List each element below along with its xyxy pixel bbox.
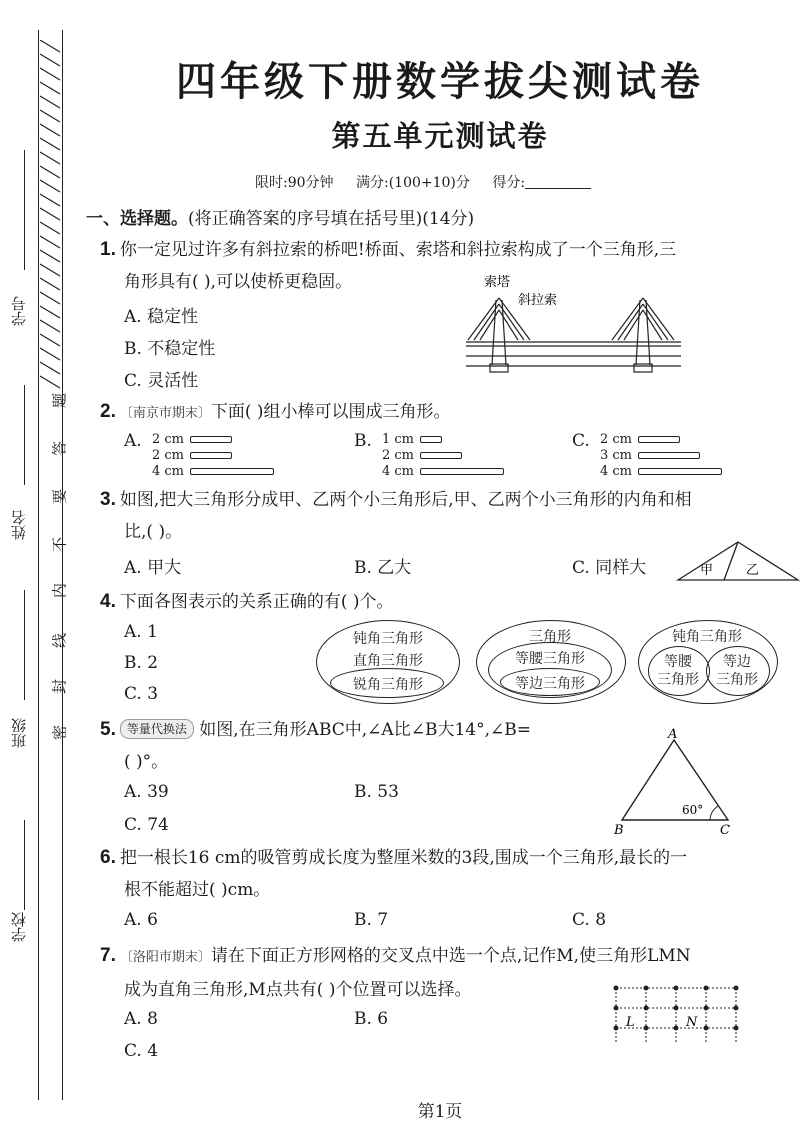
page-title: 四年级下册数学拔尖测试卷 xyxy=(176,58,704,105)
q6-option-b[interactable]: B. 7 xyxy=(354,910,389,930)
section-instruction: (将正确答案的序号填在括号里)(14分) xyxy=(188,209,475,229)
page-subtitle: 第五单元测试卷 xyxy=(331,119,549,153)
binding-margin xyxy=(0,0,80,1130)
q1-option-c[interactable]: C. 灵活性 xyxy=(124,371,199,391)
venn-label: 三角形 xyxy=(529,629,571,645)
student-id-blank xyxy=(24,150,25,270)
venn-label: 直角三角形 xyxy=(353,653,423,669)
margin-line-outer xyxy=(38,30,39,1100)
source-tag: 〔洛阳市期末〕 xyxy=(119,950,211,965)
seal-char: 线 xyxy=(50,633,69,649)
q3-option-a[interactable]: A. 甲大 xyxy=(124,558,182,578)
vertex-c: C xyxy=(720,823,730,836)
exam-meta xyxy=(255,172,609,192)
bridge-figure xyxy=(466,270,686,380)
question-text: 如图,把大三角形分成甲、乙两个小三角形后,甲、乙两个小三角形的内角和相 xyxy=(119,490,692,510)
stick-length: 4 cm xyxy=(152,464,185,479)
question-text: 下面( )组小棒可以围成三角形。 xyxy=(210,402,451,422)
stick xyxy=(420,436,442,443)
stick xyxy=(190,452,232,459)
vertex-a: A xyxy=(668,727,678,742)
q4-option-a[interactable]: A. 1 xyxy=(124,622,158,642)
angle-c-label: 60° xyxy=(682,803,704,817)
question-text: 下面各图表示的关系正确的有( )个。 xyxy=(119,592,394,612)
question-number: 2. xyxy=(100,401,116,422)
question-number: 3. xyxy=(100,489,116,510)
question-text: 请在下面正方形网格的交叉点中选一个点,记作M,使三角形LMN xyxy=(210,946,691,966)
name-label: 姓名 xyxy=(10,510,28,540)
stick-length: 4 cm xyxy=(382,464,415,479)
label-yi: 乙 xyxy=(746,563,760,578)
question-text: ( )°。 xyxy=(124,752,169,772)
stick-length: 2 cm xyxy=(152,432,185,447)
question-number: 7. xyxy=(100,945,116,966)
stick xyxy=(638,468,722,475)
q2-option-c-sticks[interactable] xyxy=(600,432,722,480)
venn-label: 等边 xyxy=(723,654,751,670)
class-blank xyxy=(24,590,25,700)
method-pill: 等量代换法 xyxy=(120,719,194,739)
q1-option-b[interactable]: B. 不稳定性 xyxy=(124,339,216,359)
venn-label: 钝角三角形 xyxy=(353,631,423,647)
q2-option-b-sticks[interactable] xyxy=(382,432,504,480)
stick xyxy=(190,436,232,443)
seal-char: 答 xyxy=(50,441,69,457)
seal-char: 要 xyxy=(50,489,69,505)
name-blank xyxy=(24,385,25,485)
stick xyxy=(638,436,680,443)
margin-line-inner xyxy=(62,30,63,1100)
q7-option-c[interactable]: C. 4 xyxy=(124,1041,159,1061)
seal-char: 不 xyxy=(50,537,69,553)
venn-label: 锐角三角形 xyxy=(353,677,423,693)
seal-char: 密 xyxy=(50,725,69,741)
question-text: 比,( )。 xyxy=(124,522,183,542)
section-heading xyxy=(86,204,474,229)
section-title: 一、选择题。 xyxy=(86,209,188,229)
stick-length: 2 cm xyxy=(152,448,185,463)
question-number: 6. xyxy=(100,847,116,868)
source-tag: 〔南京市期末〕 xyxy=(119,406,211,421)
question-text: 角形具有( ),可以使桥更稳固。 xyxy=(124,272,353,292)
stick-length: 2 cm xyxy=(600,432,633,447)
q6-option-a[interactable]: A. 6 xyxy=(124,910,158,930)
venn-label: 等腰三角形 xyxy=(515,651,585,667)
question-number: 4. xyxy=(100,591,116,612)
seal-char: 题 xyxy=(50,393,69,409)
q7-option-b[interactable]: B. 6 xyxy=(354,1009,389,1029)
question-number: 5. xyxy=(100,719,116,740)
page-number: 第1页 xyxy=(417,1102,463,1122)
question-number: 1. xyxy=(100,239,116,260)
question-1 xyxy=(100,234,800,298)
q4-option-c[interactable]: C. 3 xyxy=(124,684,159,704)
question-6 xyxy=(100,842,800,906)
q5-option-b[interactable]: B. 53 xyxy=(354,782,399,802)
full-score: 满分:(100+10)分 xyxy=(355,175,470,191)
vertex-b: B xyxy=(614,823,624,836)
stick xyxy=(190,468,274,475)
question-2 xyxy=(100,396,451,430)
question-text: 成为直角三角形,M点共有( )个位置可以选择。 xyxy=(124,980,472,1000)
school-blank xyxy=(24,820,25,910)
label-cable: 斜拉索 xyxy=(518,293,558,308)
q2-option-a-letter[interactable]: A. xyxy=(124,431,142,451)
stick xyxy=(420,468,504,475)
split-triangle-figure xyxy=(674,538,800,584)
question-text: 把一根长16 cm的吸管剪成长度为整厘米数的3段,围成一个三角形,最长的一 xyxy=(119,848,688,868)
school-label: 学校 xyxy=(10,912,28,942)
stick xyxy=(638,452,700,459)
venn-label: 钝角三角形 xyxy=(672,629,742,645)
question-text: 如图,在三角形ABC中,∠A比∠B大14°,∠B= xyxy=(199,720,531,740)
question-text: 你一定见过许多有斜拉索的桥吧!桥面、索塔和斜拉索构成了一个三角形,三 xyxy=(119,240,677,260)
stick-length: 1 cm xyxy=(382,432,415,447)
score-label: 得分: xyxy=(492,175,526,191)
class-label: 班级 xyxy=(10,718,28,748)
question-4 xyxy=(100,586,394,618)
point-n: N xyxy=(686,1015,698,1030)
point-l: L xyxy=(626,1015,635,1030)
score-blank[interactable] xyxy=(525,176,591,189)
q3-option-c[interactable]: C. 同样大 xyxy=(572,558,647,578)
q2-option-c-letter[interactable]: C. xyxy=(572,431,590,451)
student-id-label: 学号 xyxy=(10,296,28,326)
q1-option-a[interactable]: A. 稳定性 xyxy=(124,307,199,327)
time-limit: 限时:90分钟 xyxy=(255,175,334,191)
seal-char: 封 xyxy=(50,679,69,695)
q2-option-b-letter[interactable]: B. xyxy=(354,431,372,451)
q4-option-b[interactable]: B. 2 xyxy=(124,653,159,673)
stick-length: 3 cm xyxy=(600,448,633,463)
label-tower: 索塔 xyxy=(484,275,511,290)
question-text: 根不能超过( )cm。 xyxy=(124,880,271,900)
stick-length: 4 cm xyxy=(600,464,633,479)
stick-length: 2 cm xyxy=(382,448,415,463)
venn-label: 三角形 xyxy=(716,672,758,688)
q3-option-b[interactable]: B. 乙大 xyxy=(354,558,412,578)
seal-char: 内 xyxy=(50,583,69,599)
venn-label: 三角形 xyxy=(657,672,699,688)
q6-option-c[interactable]: C. 8 xyxy=(572,910,607,930)
venn-label: 等边三角形 xyxy=(515,676,585,692)
grid-figure xyxy=(610,982,740,1048)
label-jia: 甲 xyxy=(700,563,714,578)
venn-label: 等腰 xyxy=(664,654,692,670)
q5-option-a[interactable]: A. 39 xyxy=(124,782,169,802)
stick xyxy=(420,452,462,459)
question-5 xyxy=(100,714,620,778)
q2-option-a-sticks[interactable] xyxy=(152,432,274,480)
q5-option-c[interactable]: C. 74 xyxy=(124,815,169,835)
triangle-abc-figure xyxy=(610,726,740,836)
q7-option-a[interactable]: A. 8 xyxy=(124,1009,158,1029)
